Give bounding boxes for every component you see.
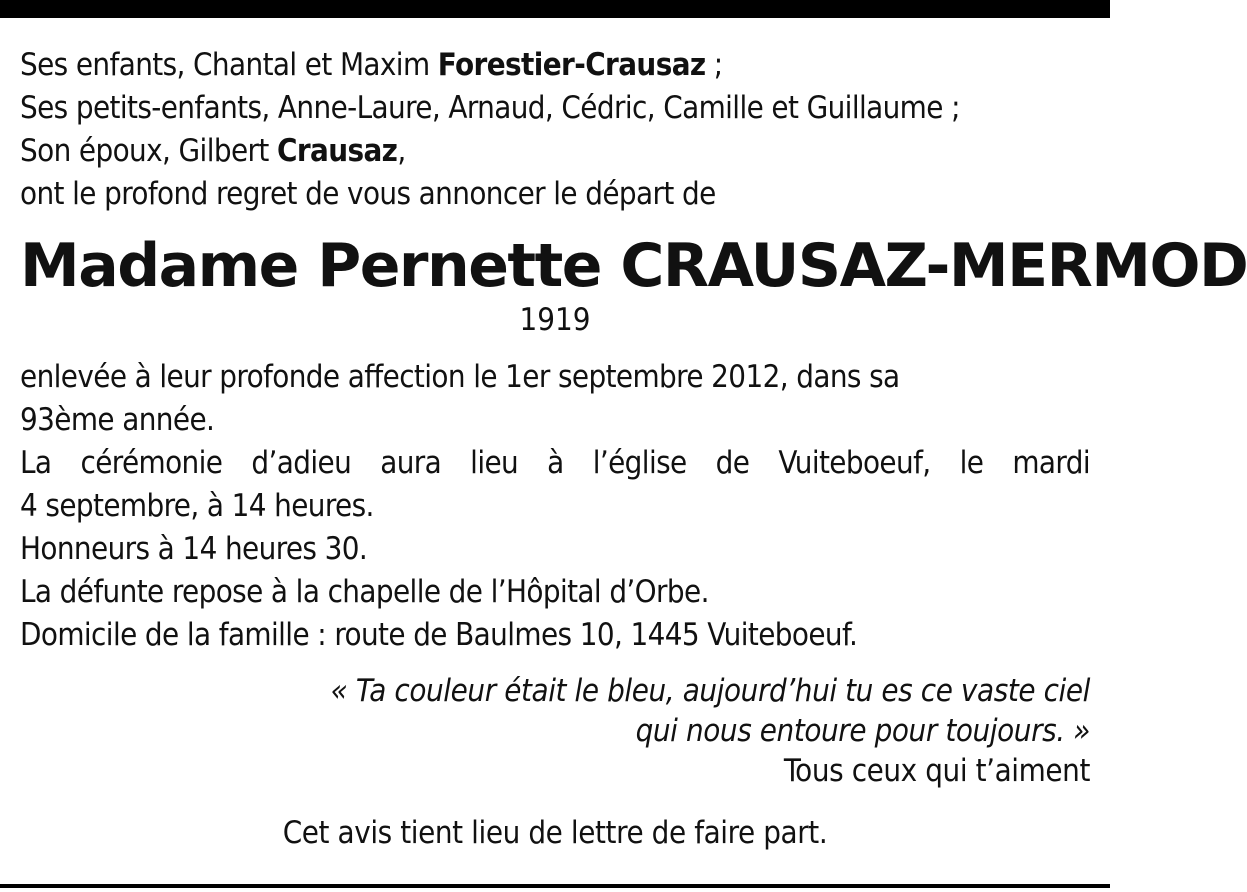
spouse-surname: Crausaz — [276, 133, 398, 169]
children-suffix: ; — [705, 47, 723, 83]
spouse-line — [20, 130, 1090, 173]
honours-line: Honneurs à 14 heures 30. — [20, 531, 368, 567]
deceased-name: Madame Pernette CRAUSAZ-MERMOD — [20, 231, 1247, 301]
resting-line: La défunte repose à la chapelle de l’Hôpital d’Orbe. — [20, 574, 709, 610]
quote-line-2: qui nous entoure pour toujours. » — [635, 713, 1090, 749]
children-text: Ses enfants, Chantal et Maxim — [20, 47, 438, 83]
death-line-2: 93ème année. — [20, 402, 215, 438]
quote-line-1: « Ta couleur était le bleu, aujourd’hui tu es ce vaste ciel — [330, 673, 1090, 709]
intro-line: ont le profond regret de vous annoncer le départ de — [20, 176, 716, 212]
spouse-suffix: , — [397, 133, 406, 169]
ceremony-line-1: La cérémonie d’adieu aura lieu à l’église de Vuiteboeuf, le mardi — [20, 445, 1090, 481]
details-block — [20, 356, 1090, 657]
signature: Tous ceux qui t’aiment — [783, 753, 1090, 789]
grandchildren-line: Ses petits-enfants, Anne-Laure, Arnaud, Cédric, Camille et Guillaume ; — [20, 90, 960, 126]
spouse-text: Son époux, Gilbert — [20, 133, 277, 169]
bottom-border — [0, 884, 1110, 888]
memorial-quote — [20, 671, 1090, 751]
birth-year: 1919 — [519, 302, 591, 338]
death-line-1: enlevée à leur profonde affection le 1er septembre 2012, dans sa — [20, 359, 900, 395]
top-border — [0, 0, 1110, 18]
ceremony-line-2: 4 septembre, à 14 heures. — [20, 488, 374, 524]
children-line — [20, 44, 1090, 87]
domicile-line: Domicile de la famille : route de Baulmes 10, 1445 Vuiteboeuf. — [20, 617, 858, 653]
children-surname: Forestier-Crausaz — [437, 47, 706, 83]
obituary-notice — [20, 44, 1247, 853]
closing-note: Cet avis tient lieu de lettre de faire part. — [282, 815, 828, 851]
